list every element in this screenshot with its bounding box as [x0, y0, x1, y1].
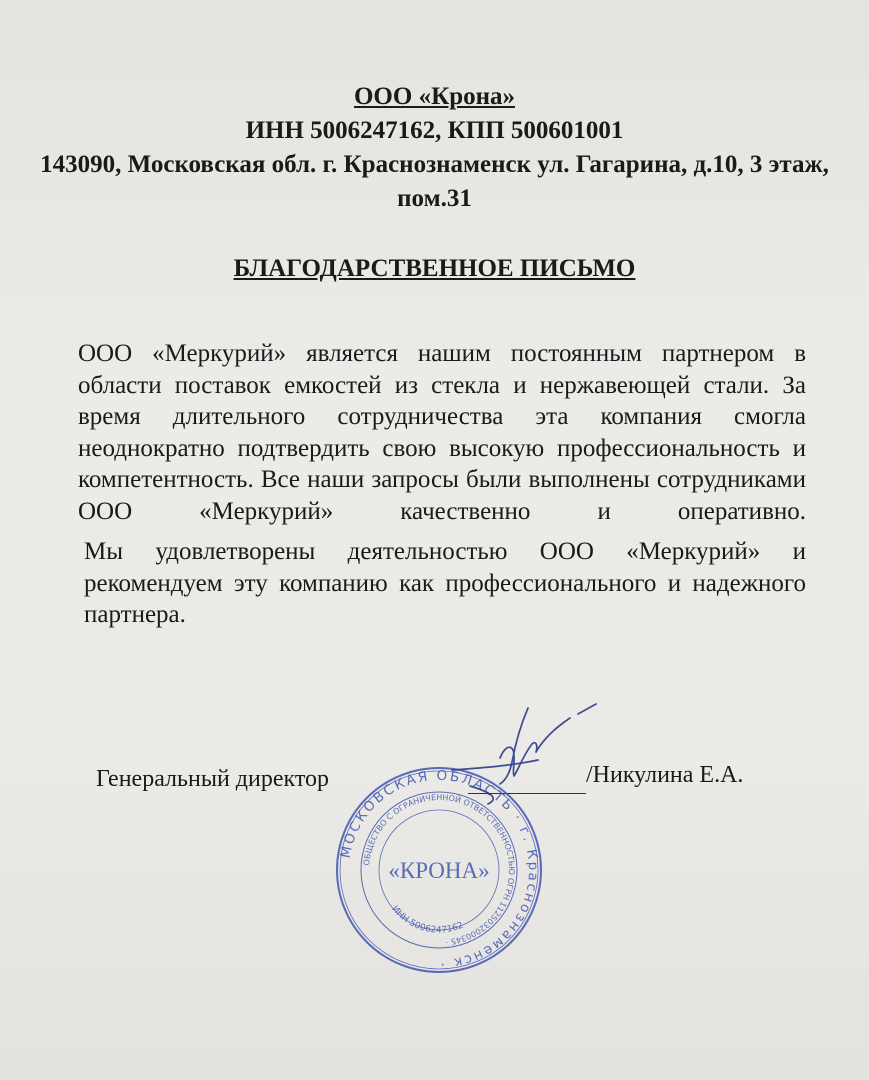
svg-text:ИНН 5006247162	[389, 904, 464, 936]
letter-paragraph-2: Мы удовлетворены деятельностью ООО «Меркурий» и рекомендуем эту компанию как профессионального и надежного партнера.	[84, 538, 806, 628]
letter-paragraph-1: ООО «Меркурий» является нашим постоянным партнером в области поставок емкостей из стекла и нержавеющей стали. За время длительного сотрудничества эта компания смогла неоднократно подтвердить свою высокую профессиональность и компетентность. Все наши запросы были выполнены сотрудниками ООО «Меркурий» качественно и оперативно.	[78, 340, 806, 525]
handwritten-signature	[440, 700, 610, 810]
company-name: ООО «Крона»	[353, 83, 516, 110]
stamp-middle-text: ОБЩЕСТВО С ОГРАНИЧЕННОЙ ОТВЕТСТВЕННОСТЬЮ ОГРН 1125032000345 ·	[362, 792, 517, 947]
company-inn-kpp: ИНН 5006247162, КПП 500601001	[245, 117, 624, 144]
signatory-name: /Никулина Е.А.	[586, 762, 744, 788]
company-address: 143090, Московская обл. г. Краснознаменск ул. Гагарина, д.10, 3 этаж, пом.31	[40, 151, 829, 212]
document-title: БЛАГОДАРСТВЕННОЕ ПИСЬМО	[233, 255, 636, 282]
stamp-inn-text: ИНН 5006247162	[389, 904, 465, 936]
signatory-position: Генеральный директор	[96, 766, 330, 792]
letterhead	[0, 80, 869, 216]
stamp-outer-text: МОСКОВСКАЯ ОБЛАСТЬ · г. Краснознаменск ·	[337, 767, 542, 973]
stamp-center-text: «КРОНА»	[388, 858, 490, 883]
